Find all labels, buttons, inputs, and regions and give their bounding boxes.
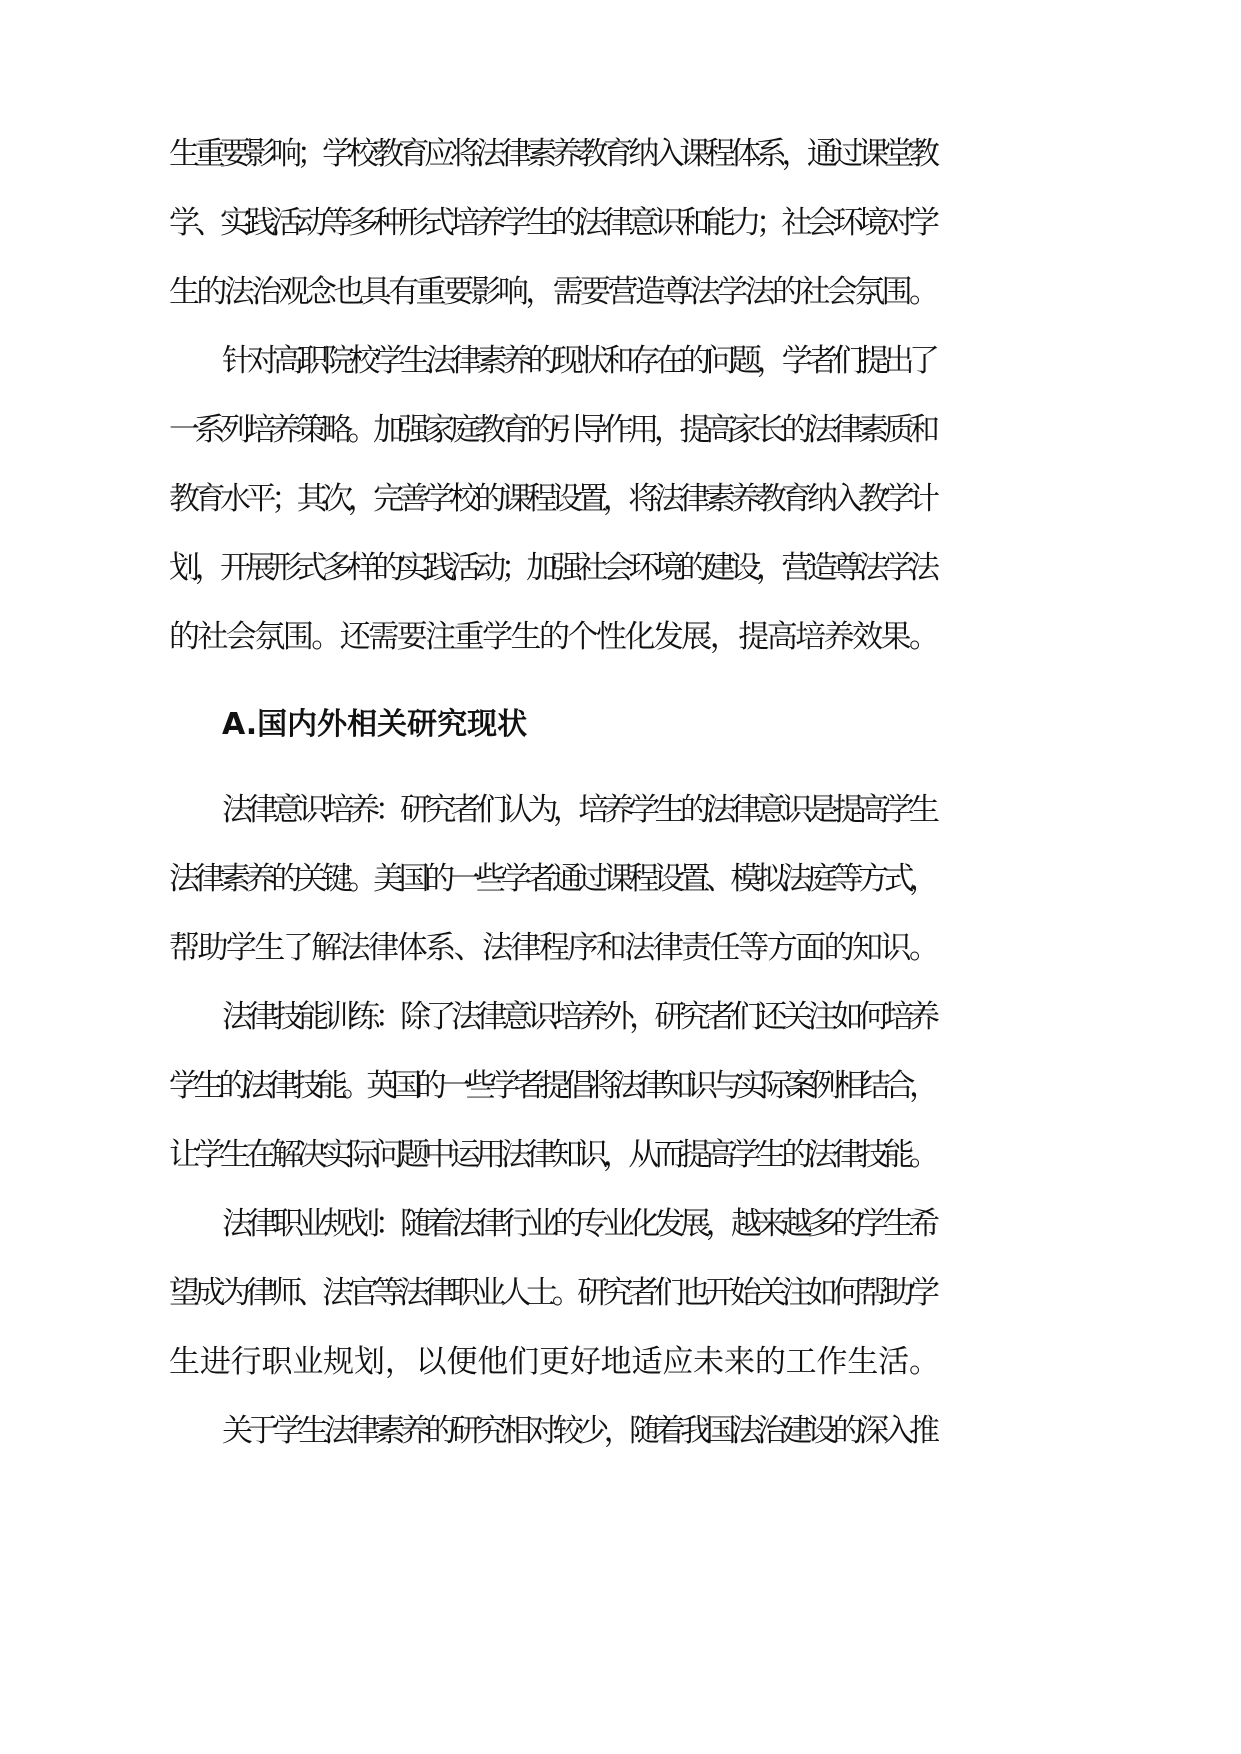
text-line: 法律职业规划：随着法律行业的专业化发展，越来越多的学生希 — [222, 1206, 935, 1242]
paragraph-5-line-2 — [0, 1271, 1241, 1315]
paragraph-6-line-1 — [0, 1409, 1241, 1453]
paragraph-4-line-3 — [0, 1133, 1241, 1177]
paragraph-4-line-1 — [0, 995, 1241, 1039]
paragraph-4-line-2 — [0, 1064, 1241, 1108]
paragraph-2-line-1 — [0, 339, 1241, 383]
text-line: 生的法治观念也具有重要影响，需要营造尊法学法的社会氛围。 — [169, 274, 937, 310]
section-heading-text: A.国内外相关研究现状 — [222, 707, 528, 742]
text-line: 让学生在解决实际问题中运用法律知识，从而提高学生的法律技能。 — [169, 1137, 935, 1173]
text-line: 法律技能训练：除了法律意识培养外，研究者们还关注如何培养 — [222, 999, 935, 1035]
paragraph-3-line-3 — [0, 926, 1241, 970]
text-line: 法律素养的关键。美国的一些学者通过课程设置、模拟法庭等方式， — [169, 861, 935, 897]
paragraph-3-line-1 — [0, 788, 1241, 832]
text-line: 教育水平；其次，完善学校的课程设置，将法律素养教育纳入教学计 — [169, 481, 935, 517]
text-line: 学生的法律技能。英国的一些学者提倡将法律知识与实际案例相结合， — [169, 1068, 934, 1104]
text-line: 关于学生法律素养的研究相对较少，随着我国法治建设的深入推 — [222, 1413, 935, 1449]
paragraph-2-line-4 — [0, 546, 1241, 590]
text-line: 生重要影响；学校教育应将法律素养教育纳入课程体系，通过课堂教 — [169, 136, 935, 172]
paragraph-1-line-1 — [0, 132, 1241, 176]
text-line: 望成为律师、法官等法律职业人士。研究者们也开始关注如何帮助学 — [169, 1275, 935, 1311]
paragraph-2-line-5 — [0, 615, 1241, 659]
text-line: 的社会氛围。还需要注重学生的个性化发展，提高培养效果。 — [169, 619, 938, 655]
paragraph-2-line-3 — [0, 477, 1241, 521]
section-heading — [0, 703, 1241, 747]
paragraph-5-line-3 — [0, 1340, 1241, 1384]
text-line: 生进行职业规划，以便他们更好地适应未来的工作生活。 — [169, 1344, 940, 1380]
text-line: 法律意识培养：研究者们认为，培养学生的法律意识是提高学生 — [222, 792, 935, 828]
paragraph-1-line-3 — [0, 270, 1241, 314]
text-line: 针对高职院校学生法律素养的现状和存在的问题，学者们提出了 — [222, 343, 935, 379]
paragraph-5-line-1 — [0, 1202, 1241, 1246]
text-line: 帮助学生了解法律体系、法律程序和法律责任等方面的知识。 — [169, 930, 938, 966]
paragraph-2-line-2 — [0, 408, 1241, 452]
paragraph-1-line-2 — [0, 201, 1241, 245]
paragraph-3-line-2 — [0, 857, 1241, 901]
text-line: 学、实践活动等多种形式培养学生的法律意识和能力；社会环境对学 — [169, 205, 935, 241]
text-line: 一系列培养策略。加强家庭教育的引导作用，提高家长的法律素质和 — [169, 412, 935, 448]
text-line: 划，开展形式多样的实践活动；加强社会环境的建设，营造尊法学法 — [169, 550, 935, 586]
